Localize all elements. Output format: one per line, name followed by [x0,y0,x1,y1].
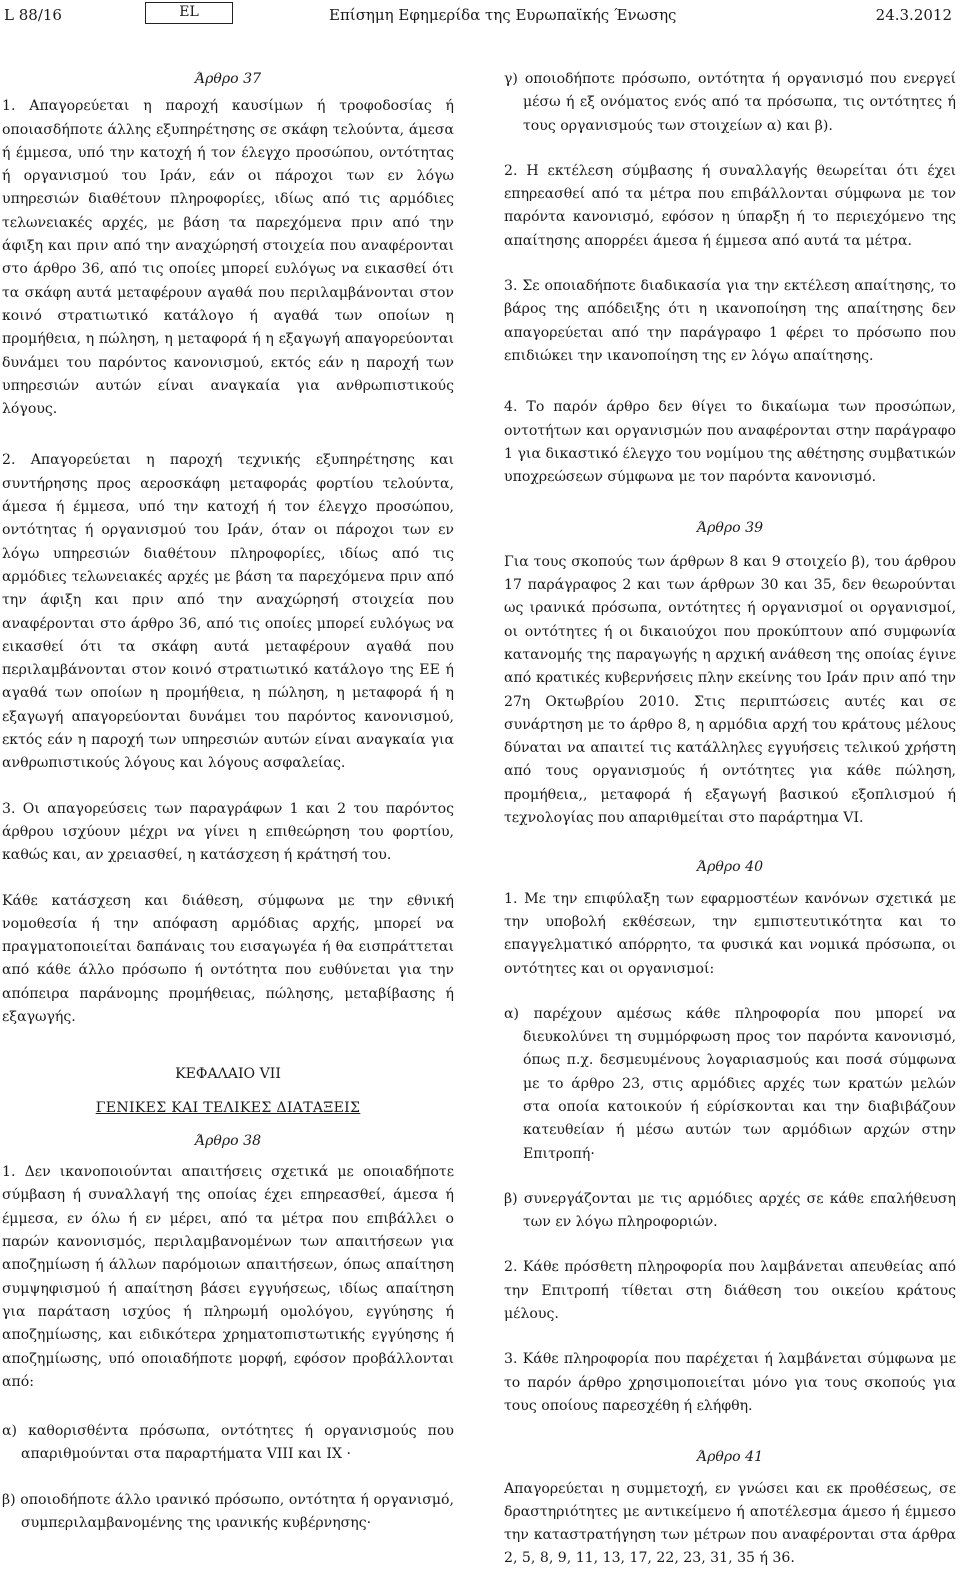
article-39-heading: Άρθρο 39 [696,520,764,537]
article-40-paragraph-1: 1. Με την επιφύλαξη των εφαρμοστέων κανόνων σχετικά με την υποβολή εκθέσεων, την εμπιστευτικότητα και το επαγγελματικό απόρρητο, τα φυσικά και νομικά πρόσωπα, οι οντότητες και οι οργανισμοί: [504,890,956,977]
article-38-item-b: β) οποιοδήποτε άλλο ιρανικό πρόσωπο, οντότητα ή οργανισμό, συμπεριλαμβανομένης της ιρανικής κυβέρνησης· [2,1491,454,1532]
article-40-item-b: β) συνεργάζονται με τις αρμόδιες αρχές σε κάθε επαλήθευση των εν λόγω πληροφοριών. [504,1190,956,1231]
right-column [504,68,956,1571]
article-37-heading: Άρθρο 37 [194,71,262,87]
article-38-paragraph-1: 1. Δεν ικανοποιούνται απαιτήσεις σχετικά με οποιαδήποτε σύμβαση ή συναλλαγή της οποίας έχει επηρεασθεί, άμεσα ή έμμεσα, εν όλω ή εν μέρει, από τα μέτρα που επιβάλλει ο παρών κανονισμός, περιλαμβανομένων των απαιτήσεων για αποζημίωση ή άλλων παρόμοιων απαιτήσεων, όπως απαίτηση συμψηφισμού ή απαίτηση βάσει εγγυήσεως, ιδίως απαίτηση για παράταση ισχύος ή πληρωμή ομολόγου, εγγύησης ή αποζημίωσης, και ειδικότερα χρηματοπιστωτικής εγγύησης ή αποζημίωσης, υπό οποιαδήποτε μορφή, εφόσον προβάλλονται από: [2,1164,454,1390]
article-40-item-a: α) παρέχουν αμέσως κάθε πληροφορία που μπορεί να διευκολύνει τη συμμόρφωση προς τον παρόντα κανονισμό, όπως π.χ. δεσμευμένους λογαριασμούς και ποσά σύμφωνα με το άρθρο 23, στις αρμόδιες αρχές των κρατών μελών στα οποία κατοικούν ή εύρίσκονται και την διαβιβάζουν κατευθείαν ή μέσω αυτών των αρμόδιων αρχών στην Επιτροπή· [504,1005,956,1162]
journal-title: Επίσημη Εφημερίδα της Ευρωπαϊκής Ένωσης [329,6,677,24]
publication-date: 24.3.2012 [875,6,952,24]
article-40-paragraph-3: 3. Κάθε πληροφορία που παρέχεται ή λαμβάνεται σύμφωνα με το παρόν άρθρο χρησιμοποιείται μόνο για τους σκοπούς για τους οποίους παρεσχέθη ή ελήφθη. [504,1351,956,1414]
page-reference: L 88/16 [4,6,62,24]
article-38-paragraph-4: 4. Το παρόν άρθρο δεν θίγει το δικαίωμα των προσώπων, οντοτήτων και οργανισμών που αναφέρονται στην παράγραφο 1 για δικαστικό έλεγχο του νομίμου της αθέτησης συμβατικών υποχρεώσεων σύμφωνα με τον παρόντα κανονισμό. [504,399,956,486]
left-column [2,68,454,1535]
article-37-paragraph-4: Κάθε κατάσχεση και διάθεση, σύμφωνα με την εθνική νομοθεσία ή την απόφαση αρμόδιας αρχής, μπορεί να πραγματοποιείται δαπάναις του εισαγωγέα ή θα εισπράττεται από κάθε άλλο πρόσωπο ή οντότητα που ευθύνεται για την απόπειρα παράνομης προμήθειας, πώλησης, μεταβίβασης ή εξαγωγής. [2,892,454,1025]
article-37-paragraph-1: 1. Απαγορεύεται η παροχή καυσίμων ή τροφοδοσίας ή οποιασδήποτε άλλης εξυπηρέτησης σε σκάφη τελούντα, άμεσα ή έμμεσα, υπό την κατοχή ή τον έλεγχο προσώπου, οντότητας ή οργανισμού του Ιράν, εάν οι πάροχοι των εν λόγω υπηρεσιών διαθέτουν πληροφορίες, ιδίως από τις αρμόδιες τελωνειακές αρχές, με βάση τα παρεχόμενα πριν από την άφιξη και πριν από την αναχώρησή στοιχεία που αναφέρονται στο άρθρο 36, από τις οποίες μπορεί ευλόγως να εικασθεί ότι τα σκάφη αυτά μεταφέρουν αγαθά που περιλαμβάνονται στον κοινό στρατιωτικό κατάλογο ή αγαθά των οποίων η προμήθεια, η πώληση, η μεταφορά ή η εξαγωγή απαγορεύονται δυνάμει του παρόντος κανονισμού, εκτός εάν η παροχή των υπηρεσιών αυτών είναι αναγκαία για ανθρωπιστικούς λόγους. [2,98,454,418]
article-40-heading: Άρθρο 40 [696,859,764,876]
language-badge: EL [145,2,233,24]
article-39-paragraph: Για τους σκοπούς των άρθρων 8 και 9 στοιχείο β), του άρθρου 17 παράγραφος 2 και των άρθρων 30 και 35, δεν θεωρούνται ως ιρανικά πρόσωπα, οντότητες ή οργανισμοί οι οργανισμοί, οι οντότητες ή οι δικαιούχοι που προκύπτουν από συμφωνία κατανομής της παραγωγής η αρχική ανάθεση της οποίας έγινε από κρατικές κυβερνήσεις πλην εκείνης του Ιράν πριν από την 27η Οκτωβρίου 2010. Στις περιπτώσεις αυτές και σε συνάρτηση με το άρθρο 8, η αρμόδια αρχή του κράτους μέλους δύναται να απαιτεί τις κατάλληλες εγγυήσεις τελικού χρήστη από τους οργανισμούς ή οντότητες για κάθε πώληση, προμήθεια,, μεταφορά ή εξαγωγή βασικού εξοπλισμού ή τεχνολογίας που απαριθμείται στο παράρτημα VI. [504,553,956,827]
article-38-item-c: γ) οποιοδήποτε πρόσωπο, οντότητα ή οργανισμό που ενεργεί μέσω ή εξ ονόματος ενός από τα πρόσωπα, τις οντότητες ή τους οργανισμούς των στοιχείων α) και β). [504,71,956,134]
article-38-paragraph-3: 3. Σε οποιαδήποτε διαδικασία για την εκτέλεση απαίτησης, το βάρος της απόδειξης ότι η ικανοποίηση της απαίτησης δεν απαγορεύεται από την παράγραφο 1 φέρει το πρόσωπο που επιδιώκει την ικανοποίηση της εν λόγω απαίτησης. [504,278,956,364]
article-37-paragraph-3: 3. Οι απαγορεύσεις των παραγράφων 1 και 2 του παρόντος άρθρου ισχύουν μέχρι να γίνει η επιθεώρηση του φορτίου, καθώς και, αν χρειασθεί, η κατάσχεση ή κράτησή του. [2,800,454,864]
article-38-paragraph-2: 2. Η εκτέλεση σύμβασης ή συναλλαγής θεωρείται ότι έχει επηρεασθεί από τα μέτρα που επιβάλλονται σύμφωνα με τον παρόντα κανονισμό, εφόσον η ύπαρξη ή το περιεχόμενο της απαίτησης απορρέει άμεσα ή έμμεσα από αυτά τα μέτρα. [504,162,956,249]
article-38-item-a: α) καθορισθέντα πρόσωπα, οντότητες ή οργανισμούς που απαριθμούνται στα παραρτήματα VIII και IX · [2,1423,454,1463]
article-41-heading: Άρθρο 41 [696,1449,764,1466]
chapter-number: ΚΕΦΑΛΑΙΟ VII [175,1066,281,1083]
article-38-heading: Άρθρο 38 [194,1132,262,1149]
article-40-paragraph-2: 2. Κάθε πρόσθετη πληροφορία που λαμβάνεται απευθείας από την Επιτροπή τίθεται στη διάθεση του οικείου κράτους μέλους. [504,1259,956,1323]
article-37-paragraph-2: 2. Απαγορεύεται η παροχή τεχνικής εξυπηρέτησης και συντήρησης προς αεροσκάφη μεταφοράς φορτίου τελούντα, άμεσα ή έμμεσα, υπό την κατοχή ή τον έλεγχο προσώπου, οντότητας ή οργανισμού του Ιράν, όταν οι πάροχοι των εν λόγω υπηρεσιών διαθέτουν πληροφορίες, ιδίως από τις αρμόδιες τελωνειακές αρχές με βάση τα παρεχόμενα πριν από την άφιξη και πριν από την αναχώρησή στοιχεία που αναφέρονται στο άρθρο 36, από τις οποίες μπορεί ευλόγως να εικασθεί ότι τα σκάφη αυτά μεταφέρουν αγαθά που περιλαμβάνονται στον κοινό στρατιωτικό κατάλογο της ΕΕ ή αγαθά των οποίων η προμήθεια, η πώληση, η μεταφορά ή η εξαγωγή απαγορεύονται δυνάμει του παρόντος κανονισμού, εκτός εάν η παροχή των υπηρεσιών αυτών είναι αναγκαία για ανθρωπιστικούς λόγους και λόγους ασφαλείας. [2,452,454,772]
chapter-title: ΓΕΝΙΚΕΣ ΚΑΙ ΤΕΛΙΚΕΣ ΔΙΑΤΑΞΕΙΣ [95,1099,361,1116]
article-41-paragraph: Απαγορεύεται η συμμετοχή, εν γνώσει και εκ προθέσεως, σε δραστηριότητες με αντικείμενο ή αποτέλεσμα άμεσο ή έμμεσο την καταστρατήγηση των μέτρων που αναφέρονται στα άρθρα 2, 5, 8, 9, 11, 13, 17, 22, 23, 31, 35 ή 36. [504,1480,956,1567]
